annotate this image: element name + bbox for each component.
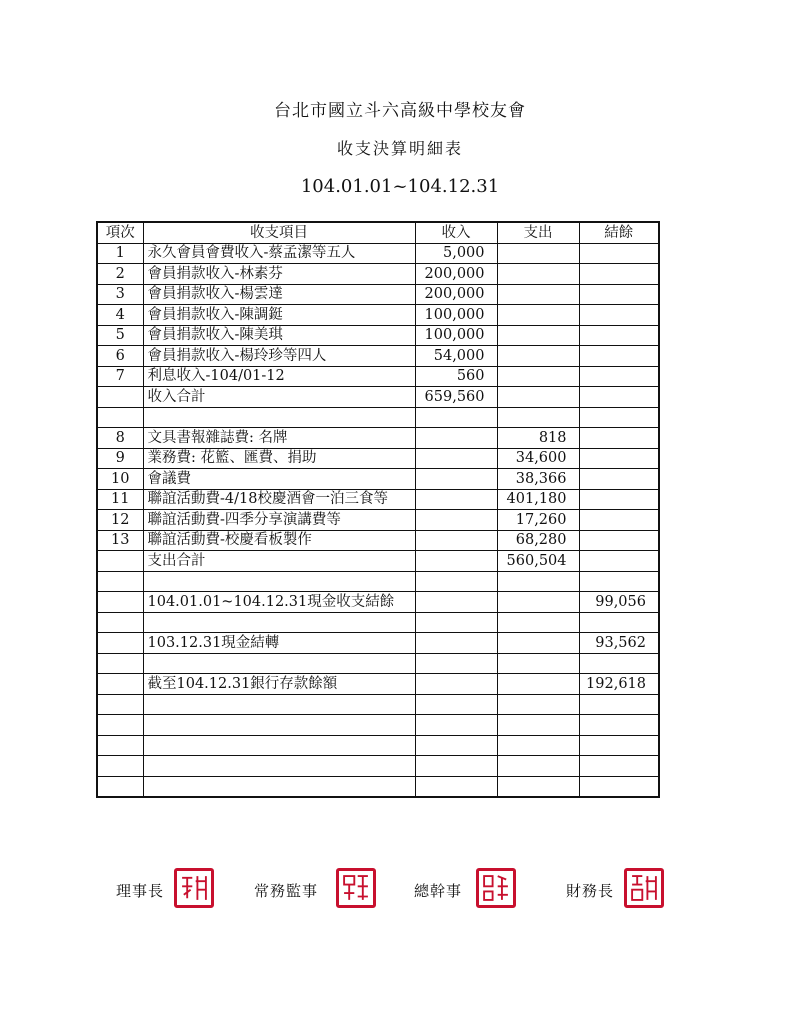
cell-balance [579, 694, 659, 715]
column-header-no: 項次 [97, 222, 143, 243]
cell-item: 會議費 [143, 469, 415, 490]
cell-no: 2 [97, 264, 143, 285]
cell-balance [579, 325, 659, 346]
cell-expense [497, 715, 579, 736]
cell-no [97, 776, 143, 797]
signature-row [0, 868, 800, 928]
cell-item: 收入合計 [143, 387, 415, 408]
cell-balance [579, 305, 659, 326]
cell-no [97, 592, 143, 613]
table-row [97, 448, 659, 469]
cell-no: 1 [97, 243, 143, 264]
cell-no [97, 735, 143, 756]
cell-income: 560 [415, 366, 497, 387]
cell-income: 5,000 [415, 243, 497, 264]
cell-item: 聯誼活動費-校慶看板製作 [143, 530, 415, 551]
table-row [97, 571, 659, 592]
table-row [97, 243, 659, 264]
table-header-row [97, 222, 659, 243]
cell-balance: 93,562 [579, 633, 659, 654]
table-row [97, 305, 659, 326]
cell-item: 文具書報雜誌費: 名牌 [143, 428, 415, 449]
cell-expense [497, 387, 579, 408]
cell-income: 200,000 [415, 284, 497, 305]
signature-label-supervisor: 常務監事 [254, 882, 319, 900]
cell-item: 聯誼活動費-4/18校慶酒會一泊三食等 [143, 489, 415, 510]
cell-no [97, 633, 143, 654]
cell-item [143, 612, 415, 633]
cell-balance: 192,618 [579, 674, 659, 695]
cell-item [143, 776, 415, 797]
cell-income: 100,000 [415, 305, 497, 326]
cell-item [143, 735, 415, 756]
cell-balance [579, 571, 659, 592]
cell-item: 聯誼活動費-四季分享演講費等 [143, 510, 415, 531]
cell-no [97, 715, 143, 736]
cell-no: 9 [97, 448, 143, 469]
cell-income [415, 551, 497, 572]
cell-item [143, 694, 415, 715]
cell-income [415, 530, 497, 551]
organization-title: 台北市國立斗六高級中學校友會 [274, 101, 526, 121]
cell-no [97, 571, 143, 592]
cell-item: 會員捐款收入-楊玲珍等四人 [143, 346, 415, 367]
cell-expense [497, 305, 579, 326]
cell-balance [579, 653, 659, 674]
cell-no [97, 756, 143, 777]
cell-income [415, 448, 497, 469]
cell-income [415, 407, 497, 428]
cell-expense [497, 756, 579, 777]
cell-expense [497, 592, 579, 613]
red-seal-stamp-icon [624, 868, 664, 908]
cell-income [415, 653, 497, 674]
cell-income [415, 735, 497, 756]
cell-income [415, 489, 497, 510]
table-row [97, 530, 659, 551]
report-period: 104.01.01~104.12.31 [300, 176, 500, 197]
table-row [97, 325, 659, 346]
cell-no [97, 674, 143, 695]
cell-expense [497, 735, 579, 756]
cell-income [415, 674, 497, 695]
cell-item: 利息收入-104/01-12 [143, 366, 415, 387]
cell-expense [497, 571, 579, 592]
cell-income [415, 756, 497, 777]
table-row [97, 346, 659, 367]
table-row [97, 694, 659, 715]
cell-income: 54,000 [415, 346, 497, 367]
cell-no: 7 [97, 366, 143, 387]
table-row [97, 633, 659, 654]
table-row [97, 715, 659, 736]
column-header-item: 收支項目 [143, 222, 415, 243]
cell-no: 10 [97, 469, 143, 490]
cell-expense [497, 674, 579, 695]
cell-no [97, 551, 143, 572]
table-row [97, 510, 659, 531]
cell-item: 業務費: 花籃、匯費、捐助 [143, 448, 415, 469]
cell-expense: 401,180 [497, 489, 579, 510]
cell-balance [579, 612, 659, 633]
cell-expense [497, 776, 579, 797]
cell-no [97, 694, 143, 715]
cell-balance [579, 264, 659, 285]
cell-balance [579, 387, 659, 408]
cell-expense [497, 653, 579, 674]
cell-item: 支出合計 [143, 551, 415, 572]
cell-balance [579, 243, 659, 264]
cell-expense: 38,366 [497, 469, 579, 490]
cell-expense [497, 284, 579, 305]
cell-expense: 34,600 [497, 448, 579, 469]
cell-expense: 17,260 [497, 510, 579, 531]
cell-income [415, 571, 497, 592]
cell-no [97, 653, 143, 674]
cell-balance [579, 715, 659, 736]
red-seal-stamp-icon [174, 868, 214, 908]
signature-label-secretary-general: 總幹事 [414, 882, 463, 900]
cell-income: 100,000 [415, 325, 497, 346]
cell-no: 8 [97, 428, 143, 449]
column-header-expense: 支出 [497, 222, 579, 243]
signature-label-treasurer: 財務長 [566, 882, 615, 900]
table-row [97, 469, 659, 490]
cell-no [97, 612, 143, 633]
cell-item [143, 571, 415, 592]
cell-income: 200,000 [415, 264, 497, 285]
cell-income [415, 715, 497, 736]
cell-expense [497, 633, 579, 654]
cell-income [415, 428, 497, 449]
cell-balance [579, 407, 659, 428]
table-row [97, 407, 659, 428]
cell-expense [497, 346, 579, 367]
ledger-table [96, 221, 660, 798]
cell-expense [497, 264, 579, 285]
cell-expense: 560,504 [497, 551, 579, 572]
table-row [97, 776, 659, 797]
red-seal-stamp-icon [336, 868, 376, 908]
table-row [97, 489, 659, 510]
cell-no: 13 [97, 530, 143, 551]
cell-item: 會員捐款收入-陳調鋌 [143, 305, 415, 326]
cell-expense [497, 612, 579, 633]
cell-balance [579, 530, 659, 551]
cell-income [415, 612, 497, 633]
signature-label-chairman: 理事長 [116, 882, 165, 900]
cell-no [97, 407, 143, 428]
cell-expense: 818 [497, 428, 579, 449]
table-row [97, 756, 659, 777]
ledger-body [97, 243, 659, 797]
cell-item: 104.01.01~104.12.31現金收支結餘 [143, 592, 415, 613]
table-row [97, 674, 659, 695]
cell-balance [579, 428, 659, 449]
cell-no: 3 [97, 284, 143, 305]
red-seal-stamp-icon [476, 868, 516, 908]
cell-expense [497, 325, 579, 346]
cell-income [415, 510, 497, 531]
table-row [97, 653, 659, 674]
cell-balance: 99,056 [579, 592, 659, 613]
cell-expense [497, 243, 579, 264]
report-title: 收支決算明細表 [336, 139, 463, 158]
table-row [97, 264, 659, 285]
cell-income [415, 776, 497, 797]
cell-item: 會員捐款收入-陳美琪 [143, 325, 415, 346]
cell-income [415, 469, 497, 490]
cell-item [143, 715, 415, 736]
cell-balance [579, 346, 659, 367]
cell-income [415, 694, 497, 715]
cell-balance [579, 776, 659, 797]
cell-item [143, 407, 415, 428]
cell-no: 12 [97, 510, 143, 531]
cell-expense [497, 694, 579, 715]
cell-balance [579, 510, 659, 531]
cell-no: 5 [97, 325, 143, 346]
column-header-income: 收入 [415, 222, 497, 243]
table-row [97, 612, 659, 633]
cell-item: 103.12.31現金結轉 [143, 633, 415, 654]
cell-balance [579, 489, 659, 510]
cell-balance [579, 756, 659, 777]
cell-no [97, 387, 143, 408]
table-row [97, 592, 659, 613]
cell-item [143, 653, 415, 674]
cell-income [415, 633, 497, 654]
table-row [97, 428, 659, 449]
cell-no: 11 [97, 489, 143, 510]
table-row [97, 284, 659, 305]
column-header-balance: 結餘 [579, 222, 659, 243]
cell-balance [579, 366, 659, 387]
cell-expense [497, 407, 579, 428]
table-row [97, 735, 659, 756]
cell-expense: 68,280 [497, 530, 579, 551]
cell-expense [497, 366, 579, 387]
table-row [97, 366, 659, 387]
cell-item: 永久會員會費收入-蔡孟潔等五人 [143, 243, 415, 264]
cell-item: 截至104.12.31銀行存款餘額 [143, 674, 415, 695]
cell-item: 會員捐款收入-楊雲達 [143, 284, 415, 305]
cell-no: 6 [97, 346, 143, 367]
table-row [97, 387, 659, 408]
cell-item: 會員捐款收入-林素芬 [143, 264, 415, 285]
cell-no: 4 [97, 305, 143, 326]
cell-balance [579, 469, 659, 490]
cell-item [143, 756, 415, 777]
cell-balance [579, 448, 659, 469]
table-row [97, 551, 659, 572]
cell-balance [579, 284, 659, 305]
cell-income [415, 592, 497, 613]
cell-income: 659,560 [415, 387, 497, 408]
cell-balance [579, 735, 659, 756]
cell-balance [579, 551, 659, 572]
